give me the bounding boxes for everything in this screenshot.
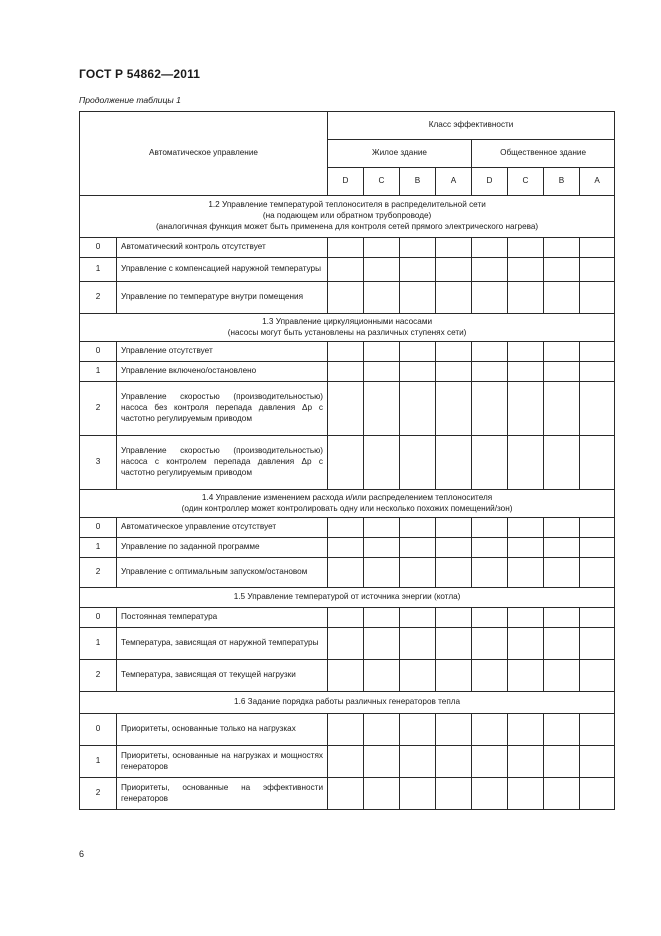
class-cell [364,436,400,490]
class-cell [472,746,508,778]
level-number: 2 [80,382,117,436]
class-cell [508,282,544,314]
class-letter: B [400,168,436,196]
class-cell [508,778,544,810]
class-cell [400,778,436,810]
class-cell [400,746,436,778]
class-cell [508,608,544,628]
level-description: Автоматический контроль отсутствует [117,238,328,258]
table-row [80,258,615,282]
class-cell [472,628,508,660]
class-cell [328,362,364,382]
section-row [80,692,615,714]
class-cell [328,778,364,810]
class-cell [436,778,472,810]
class-cell [544,518,580,538]
section-title-line: 1.6 Задание порядка работы различных генераторов тепла [234,697,461,707]
document-title: ГОСТ Р 54862—2011 [79,67,201,81]
class-cell [328,238,364,258]
section-row [80,490,615,518]
class-cell [436,608,472,628]
level-number: 2 [80,282,117,314]
class-cell [400,608,436,628]
class-cell [364,628,400,660]
level-description: Температура, зависящая от наружной температуры [117,628,328,660]
class-cell [364,558,400,588]
class-cell [364,608,400,628]
class-cell [508,518,544,538]
class-cell [472,362,508,382]
section-title [80,490,615,518]
class-cell [328,714,364,746]
class-cell [328,628,364,660]
class-cell [364,660,400,692]
section-title-line: (аналогичная функция может быть применена для контроля сетей прямого электрического нагрева) [155,221,539,231]
class-cell [580,628,615,660]
class-cell [472,714,508,746]
class-cell [364,746,400,778]
class-cell [472,436,508,490]
section-title-line: 1.3 Управление циркуляционными насосами [262,316,433,326]
table-row [80,518,615,538]
table-row [80,628,615,660]
class-cell [328,538,364,558]
class-letter: D [472,168,508,196]
level-description: Постоянная температура [117,608,328,628]
table-row [80,746,615,778]
table-row [80,342,615,362]
class-cell [400,558,436,588]
class-cell [580,362,615,382]
section-title-line: 1.4 Управление изменением расхода и/или распределением теплоносителя [201,492,493,502]
level-number: 0 [80,238,117,258]
level-description: Управление по температуре внутри помещения [117,282,328,314]
class-cell [436,282,472,314]
class-cell [436,628,472,660]
section-title-line: 1.5 Управление температурой от источника энергии (котла) [233,592,461,602]
section-title-line: (насосы могут быть установлены на различных ступенях сети) [227,327,467,337]
class-cell [580,714,615,746]
level-description: Управление с компенсацией наружной температуры [117,258,328,282]
class-cell [400,714,436,746]
class-cell [400,342,436,362]
table-row [80,238,615,258]
section-row [80,314,615,342]
class-cell [364,258,400,282]
class-cell [328,382,364,436]
class-cell [436,518,472,538]
class-cell [400,628,436,660]
class-cell [400,382,436,436]
class-cell [400,238,436,258]
class-cell [580,778,615,810]
class-cell [328,258,364,282]
section-row [80,196,615,238]
section-row [80,588,615,608]
class-cell [580,282,615,314]
class-cell [580,608,615,628]
class-cell [436,258,472,282]
level-description: Управление с оптимальным запуском/остановом [117,558,328,588]
class-cell [472,558,508,588]
class-cell [472,608,508,628]
class-cell [508,436,544,490]
header-group-public: Общественное здание [472,140,615,168]
level-description: Управление включено/остановлено [117,362,328,382]
class-cell [472,382,508,436]
class-cell [544,282,580,314]
class-cell [472,660,508,692]
table-row [80,282,615,314]
class-cell [472,258,508,282]
class-cell [508,660,544,692]
level-number: 3 [80,436,117,490]
class-cell [328,746,364,778]
class-cell [472,778,508,810]
level-description: Автоматическое управление отсутствует [117,518,328,538]
class-letter: A [436,168,472,196]
level-number: 2 [80,558,117,588]
class-cell [544,382,580,436]
class-letter: B [544,168,580,196]
table-row [80,436,615,490]
level-number: 2 [80,778,117,810]
class-cell [400,282,436,314]
class-cell [580,436,615,490]
class-cell [544,714,580,746]
class-cell [436,538,472,558]
table-row [80,608,615,628]
class-cell [328,608,364,628]
class-cell [580,258,615,282]
page-number: 6 [79,849,85,859]
class-cell [400,258,436,282]
class-cell [544,628,580,660]
table-row [80,778,615,810]
level-number: 0 [80,608,117,628]
table-row [80,714,615,746]
header-efficiency-class: Класс эффективности [328,112,615,140]
class-cell [400,518,436,538]
level-description: Температура, зависящая от текущей нагрузки [117,660,328,692]
class-cell [364,382,400,436]
class-cell [508,558,544,588]
class-cell [580,660,615,692]
level-number: 2 [80,660,117,692]
class-cell [436,746,472,778]
class-cell [508,628,544,660]
level-number: 1 [80,746,117,778]
class-cell [580,538,615,558]
header-row-class [80,112,615,140]
class-cell [544,342,580,362]
level-description: Управление скоростью (производительностью) насоса без контроля перепада давления Δp с частотно регулируемым приводом [117,382,328,436]
class-cell [472,538,508,558]
table-row [80,660,615,692]
level-number: 1 [80,362,117,382]
header-automatic-control: Автоматическое управление [80,112,328,196]
class-cell [508,362,544,382]
efficiency-class-table [79,111,615,810]
class-cell [328,436,364,490]
class-cell [508,746,544,778]
class-letter: A [580,168,615,196]
class-cell [508,258,544,282]
class-cell [544,238,580,258]
class-cell [580,342,615,362]
level-description: Приоритеты, основанные на нагрузках и мощностях генераторов [117,746,328,778]
section-title [80,588,615,608]
level-description: Управление отсутствует [117,342,328,362]
level-description: Приоритеты, основанные на эффективности генераторов [117,778,328,810]
class-cell [508,382,544,436]
level-number: 1 [80,628,117,660]
class-cell [472,342,508,362]
class-cell [544,746,580,778]
class-cell [400,538,436,558]
class-cell [364,362,400,382]
class-cell [508,238,544,258]
class-cell [364,714,400,746]
class-cell [544,538,580,558]
table-continuation-caption: Продолжение таблицы 1 [79,95,181,105]
class-cell [436,238,472,258]
section-title-line: 1.2 Управление температурой теплоносителя в распределительной сети [208,200,486,210]
table-row [80,382,615,436]
class-cell [436,436,472,490]
class-cell [580,238,615,258]
class-cell [544,258,580,282]
class-cell [544,362,580,382]
class-cell [364,342,400,362]
class-cell [544,436,580,490]
class-cell [436,342,472,362]
class-letter: D [328,168,364,196]
class-cell [400,436,436,490]
class-letter: C [364,168,400,196]
level-description: Приоритеты, основанные только на нагрузках [117,714,328,746]
class-cell [508,342,544,362]
class-cell [436,660,472,692]
level-description: Управление по заданной программе [117,538,328,558]
class-cell [364,518,400,538]
class-cell [364,238,400,258]
level-description: Управление скоростью (производительностью) насоса с контролем перепада давления Δp с частотно регулируемым приводом [117,436,328,490]
header-group-residential: Жилое здание [328,140,472,168]
section-title-line: (один контроллер может контролировать одну или несколько похожих помещений/зон) [181,503,513,513]
class-cell [508,538,544,558]
section-title [80,692,615,714]
class-cell [364,282,400,314]
class-cell [544,778,580,810]
level-number: 0 [80,342,117,362]
level-number: 0 [80,714,117,746]
class-letter: C [508,168,544,196]
class-cell [472,238,508,258]
level-number: 0 [80,518,117,538]
class-cell [328,660,364,692]
class-cell [328,518,364,538]
class-cell [328,558,364,588]
class-cell [580,746,615,778]
class-cell [364,778,400,810]
class-cell [580,518,615,538]
table-row [80,362,615,382]
class-cell [544,660,580,692]
level-number: 1 [80,538,117,558]
class-cell [400,660,436,692]
class-cell [472,282,508,314]
section-title [80,314,615,342]
class-cell [580,382,615,436]
class-cell [508,714,544,746]
class-cell [328,342,364,362]
class-cell [580,558,615,588]
class-cell [544,558,580,588]
class-cell [436,382,472,436]
table-row [80,558,615,588]
table-row [80,538,615,558]
class-cell [364,538,400,558]
level-number: 1 [80,258,117,282]
class-cell [544,608,580,628]
class-cell [436,558,472,588]
class-cell [328,282,364,314]
class-cell [436,714,472,746]
section-title [80,196,615,238]
class-cell [400,362,436,382]
section-title-line: (на подающем или обратном трубопроводе) [262,211,432,221]
class-cell [472,518,508,538]
class-cell [436,362,472,382]
